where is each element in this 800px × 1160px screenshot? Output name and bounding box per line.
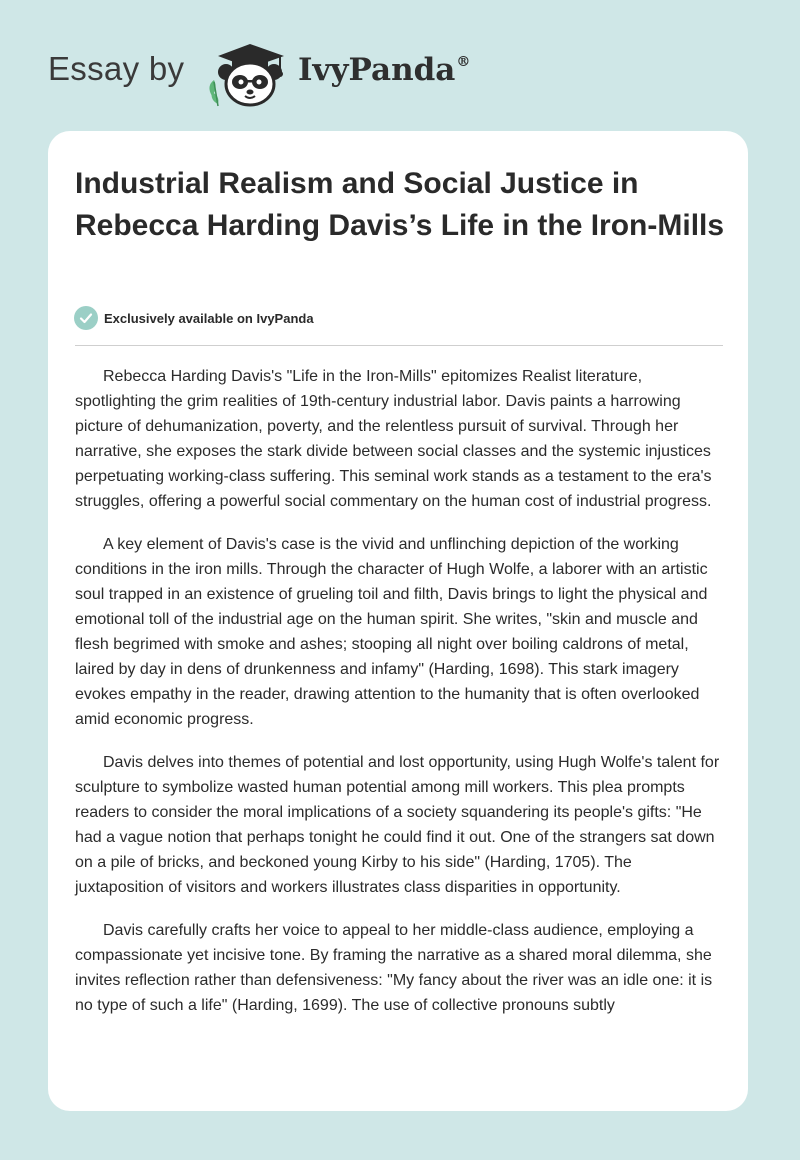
essay-body — [75, 364, 723, 1036]
essay-by-label: Essay by — [48, 50, 185, 87]
ivypanda-logo-text[interactable]: IvyPanda® — [298, 52, 471, 88]
check-circle-icon — [74, 306, 98, 330]
paragraph: Davis delves into themes of potential and lost opportunity, using Hugh Wolfe's talent for sculpture to symbolize wasted human potential among mill workers. This plea prompts readers to consider the moral implications of a society squandering its people's gifts: "He had a vague notion that perhaps tonight he could find it out. One of the strangers sat down on a pile of bricks, and beckoned young Kirby to his side" (Harding, 1705). The juxtaposition of visitors and workers illustrates class disparities in opportunity. — [75, 754, 720, 896]
exclusive-badge — [74, 305, 314, 331]
paragraph: Rebecca Harding Davis's "Life in the Iron-Mills" epitomizes Realist literature, spotlighting the grim realities of 19th-century industrial labor. Davis paints a harrowing picture of dehumanization, poverty, and the relentless pursuit of survival. Through her narrative, she exposes the stark divide between social classes and the systemic injustices perpetuating working-class suffering. This seminal work stands as a testament to the era's struggles, offering a powerful social commentary on the human cost of industrial progress. — [75, 368, 712, 510]
paragraph: Davis carefully crafts her voice to appeal to her middle-class audience, employing a compassionate yet incisive tone. By framing the narrative as a shared moral dilemma, she invites reflection rather than defensiveness: "My fancy about the river was an idle one: it is no type of such a life" (Harding, 1699). The use of collective pronouns subtly — [75, 922, 713, 1014]
divider — [75, 345, 723, 346]
panda-graduate-icon[interactable] — [204, 38, 294, 110]
essay-title: Industrial Realism and Social Justice in Rebecca Harding Davis’s Life in the Iron-Mills — [75, 167, 725, 242]
site-header — [0, 0, 800, 130]
essay-card — [48, 131, 748, 1111]
paragraph: A key element of Davis's case is the vivid and unflinching depiction of the working conditions in the iron mills. Through the character of Hugh Wolfe, a laborer with an artistic soul trapped in an existence of grueling toil and filth, Davis brings to light the physical and emotional toll of the industrial age on the human spirit. She writes, "skin and muscle and flesh begrimed with smoke and ashes; stooping all night over boiling caldrons of metal, laired by day in dens of drunkenness and infamy" (Harding, 1698). This stark imagery evokes empathy in the reader, drawing attention to the humanity that is often overlooked amid economic progress. — [75, 536, 708, 728]
badge-label: Exclusively available on IvyPanda — [104, 310, 314, 326]
